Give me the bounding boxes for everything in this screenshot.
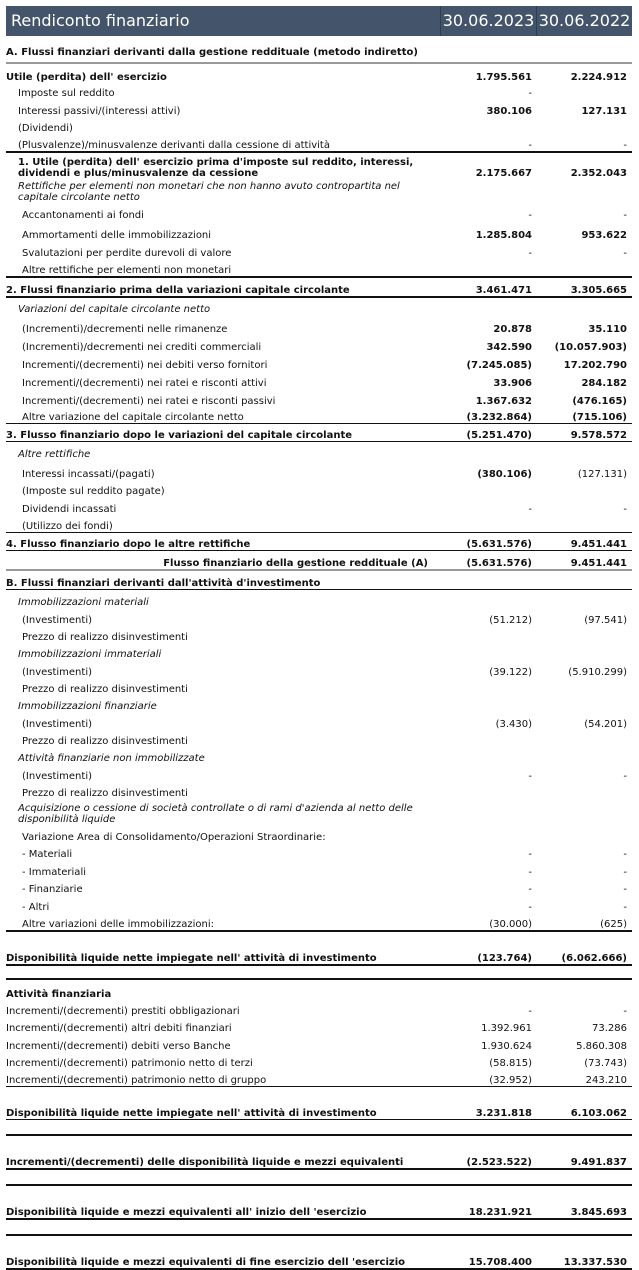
value-2023: - xyxy=(528,210,532,221)
table-row xyxy=(6,335,632,353)
value-2022: 6.103.062 xyxy=(570,1108,627,1119)
value-2023: (7.245.085) xyxy=(466,360,532,371)
value-2023: (5.251.470) xyxy=(466,430,532,441)
value-2022: (476.165) xyxy=(572,396,627,407)
row-label: Immobilizzazioni materiali xyxy=(18,597,149,608)
value-2022: (625) xyxy=(600,919,627,930)
value-2022: - xyxy=(623,849,627,860)
value-2023: 1.285.804 xyxy=(475,230,532,241)
value-2022: - xyxy=(623,504,627,515)
row-label: Incrementi/(decrementi) nei ratei e risconti attivi xyxy=(22,378,267,389)
value-2023: (380.106) xyxy=(477,469,532,480)
row-label: Disponibilità liquide e mezzi equivalenti all' inizio dell 'esercizio xyxy=(6,1207,367,1218)
table-row xyxy=(6,353,632,371)
value-2023: (3.232.864) xyxy=(466,412,532,423)
value-2023: - xyxy=(528,248,532,259)
table-row xyxy=(6,1017,632,1034)
table-row xyxy=(6,117,632,134)
value-2022: - xyxy=(623,210,627,221)
table-row xyxy=(6,695,632,712)
table-row xyxy=(6,62,632,83)
table-row xyxy=(6,179,632,203)
table-row xyxy=(6,203,632,221)
row-label: Acquisizione o cessione di società controllate o di rami d'azienda al netto delle disponibilità liquide xyxy=(18,803,416,825)
value-2022: 9.578.572 xyxy=(570,430,627,441)
table-row xyxy=(6,590,632,608)
value-2022: (715.106) xyxy=(572,412,627,423)
row-label: Altre variazioni delle immobilizzazioni: xyxy=(22,919,214,930)
table-row xyxy=(6,782,632,799)
value-2023: 15.708.400 xyxy=(468,1257,532,1268)
value-2022: (127.131) xyxy=(577,469,627,480)
row-label: Incrementi/(decrementi) altri debiti finanziari xyxy=(6,1023,232,1034)
table-row xyxy=(6,259,632,276)
table-row xyxy=(6,878,632,895)
row-label: 1. Utile (perdita) dell' esercizio prima d'imposte sul reddito, interessi, dividendi e plus/minusvalenze da cessione xyxy=(18,157,417,179)
row-label: Attività finanziaria xyxy=(6,989,112,1000)
row-label: 3. Flusso finanziario dopo le variazioni del capitale circolante xyxy=(6,430,353,441)
table-row xyxy=(6,1134,632,1170)
row-label: Incrementi/(decrementi) delle disponibilità liquide e mezzi equivalenti xyxy=(6,1157,404,1168)
value-2022: 5.860.308 xyxy=(576,1041,627,1052)
value-2023: (5.631.576) xyxy=(466,539,532,550)
value-2022: 127.131 xyxy=(581,106,627,117)
value-2023: - xyxy=(528,140,532,151)
table-row xyxy=(6,221,632,241)
value-2023: (5.631.576) xyxy=(466,558,532,569)
value-2022: (6.062.666) xyxy=(561,953,627,964)
value-2022: - xyxy=(623,1006,627,1017)
row-label: (Investimenti) xyxy=(22,719,92,730)
row-label: Utile (perdita) dell' esercizio xyxy=(6,72,167,83)
row-label: (Incrementi)/decrementi nelle rimanenze xyxy=(22,324,228,335)
row-label: Variazione Area di Consolidamento/Operazioni Straordinarie: xyxy=(22,832,326,843)
table-title: Rendiconto finanziario xyxy=(6,6,441,36)
value-2022: 9.451.441 xyxy=(570,558,627,569)
row-label: Incrementi/(decrementi) debiti verso Banche xyxy=(6,1041,231,1052)
table-row xyxy=(6,515,632,533)
table-row xyxy=(6,895,632,913)
row-label: Incrementi/(decrementi) nei ratei e risconti passivi xyxy=(22,396,276,407)
value-2023: 3.461.471 xyxy=(475,285,532,296)
row-label: (Investimenti) xyxy=(22,771,92,782)
row-label: Incrementi/(decrementi) patrimonio netto di gruppo xyxy=(6,1075,267,1086)
value-2022: 13.337.530 xyxy=(563,1257,627,1268)
table-row xyxy=(6,930,632,966)
value-2023: (51.212) xyxy=(489,615,532,626)
value-2022: (97.541) xyxy=(584,615,627,626)
column-header-2022: 30.06.2022 xyxy=(538,11,631,30)
value-2023: - xyxy=(528,771,532,782)
row-label: Immobilizzazioni immateriali xyxy=(18,649,162,660)
table-row xyxy=(6,608,632,626)
value-2022: - xyxy=(623,248,627,259)
value-2022: 284.182 xyxy=(581,378,627,389)
table-row xyxy=(6,626,632,643)
table-row xyxy=(6,371,632,389)
value-2023: 1.392.961 xyxy=(481,1023,532,1034)
row-label: Prezzo di realizzo disinvestimenti xyxy=(22,788,188,799)
value-2022: - xyxy=(623,867,627,878)
row-label: Variazioni del capitale circolante netto xyxy=(18,304,211,315)
table-row xyxy=(6,151,632,179)
table-row xyxy=(6,678,632,695)
table-row xyxy=(6,407,632,424)
value-2023: 380.106 xyxy=(486,106,532,117)
row-label: (Plusvalenze)/minusvalenze derivanti dalla cessione di attività xyxy=(18,140,330,151)
value-2023: (123.764) xyxy=(477,953,532,964)
row-label: Flusso finanziario della gestione reddituale (A) xyxy=(163,558,428,569)
table-row xyxy=(6,442,632,460)
row-label: Interessi passivi/(interessi attivi) xyxy=(18,106,181,117)
value-2022: 17.202.790 xyxy=(563,360,627,371)
value-2023: 20.878 xyxy=(493,324,532,335)
row-label: Attività finanziarie non immobilizzate xyxy=(18,753,205,764)
table-row xyxy=(6,551,632,569)
value-2022: (54.201) xyxy=(584,719,627,730)
row-label: Altre rettifiche per elementi non monetari xyxy=(22,265,232,276)
row-label: Dividendi incassati xyxy=(22,504,117,515)
value-2023: (39.122) xyxy=(489,667,532,678)
row-label: Rettifiche per elementi non monetari che non hanno avuto contropartita nel capitale circolante netto xyxy=(18,181,404,203)
table-row xyxy=(6,1034,632,1052)
value-2023: - xyxy=(528,867,532,878)
table-row xyxy=(6,38,632,58)
value-2022: 3.845.693 xyxy=(570,1207,627,1218)
value-2023: (58.815) xyxy=(489,1058,532,1069)
value-2022: - xyxy=(623,884,627,895)
table-row xyxy=(6,533,632,551)
row-label: Altre variazione del capitale circolante netto xyxy=(22,412,244,423)
table-row xyxy=(6,99,632,117)
value-2023: - xyxy=(528,902,532,913)
column-header-2023: 30.06.2023 xyxy=(441,6,537,36)
row-label: Immobilizzazioni finanziarie xyxy=(18,701,157,712)
table-row xyxy=(6,497,632,515)
table-row xyxy=(6,913,632,930)
table-row xyxy=(6,83,632,99)
row-label: Disponibilità liquide nette impiegate nell' attività di investimento xyxy=(6,953,377,964)
value-2023: 1.367.632 xyxy=(475,396,532,407)
row-label: 2. Flussi finanziario prima della variazioni capitale circolante xyxy=(6,285,350,296)
value-2023: 1.930.624 xyxy=(481,1041,532,1052)
row-label: Prezzo di realizzo disinvestimenti xyxy=(22,736,188,747)
row-label: (Utilizzo dei fondi) xyxy=(22,521,113,532)
value-2023: - xyxy=(528,504,532,515)
value-2022: 2.352.043 xyxy=(570,168,627,179)
table-row xyxy=(6,1184,632,1220)
row-label: Disponibilità liquide nette impiegate nell' attività di investimento xyxy=(6,1108,377,1119)
value-2023: 18.231.921 xyxy=(468,1207,532,1218)
table-row xyxy=(6,860,632,878)
row-label: Ammortamenti delle immobilizzazioni xyxy=(22,230,212,241)
row-label: - Materiali xyxy=(22,849,73,860)
table-row xyxy=(6,241,632,259)
row-label: (Investimenti) xyxy=(22,667,92,678)
table-body xyxy=(6,38,632,1270)
table-row xyxy=(6,569,632,590)
row-label: Incrementi/(decrementi) patrimonio netto di terzi xyxy=(6,1058,253,1069)
table-row xyxy=(6,460,632,480)
row-label: Prezzo di realizzo disinvestimenti xyxy=(22,632,188,643)
table-row xyxy=(6,764,632,782)
value-2023: - xyxy=(528,1006,532,1017)
table-row xyxy=(6,1052,632,1069)
row-label: Svalutazioni per perdite durevoli di valore xyxy=(22,248,232,259)
table-row xyxy=(6,825,632,843)
row-label: B. Flussi finanziari derivanti dall'attività d'investimento xyxy=(6,578,321,589)
value-2023: - xyxy=(528,88,532,99)
row-label: Prezzo di realizzo disinvestimenti xyxy=(22,684,188,695)
value-2023: 2.175.667 xyxy=(475,168,532,179)
table-row xyxy=(6,843,632,860)
value-2023: 342.590 xyxy=(486,342,532,353)
value-2023: (30.000) xyxy=(489,919,532,930)
value-2022: - xyxy=(623,771,627,782)
row-label: (Imposte sul reddito pagate) xyxy=(22,486,165,497)
row-label: A. Flussi finanziari derivanti dalla gestione reddituale (metodo indiretto) xyxy=(6,47,418,58)
row-label: (Incrementi)/decrementi nei crediti commerciali xyxy=(22,342,262,353)
table-row xyxy=(6,730,632,747)
row-label: (Investimenti) xyxy=(22,615,92,626)
value-2022: (73.743) xyxy=(584,1058,627,1069)
value-2022: - xyxy=(623,902,627,913)
value-2022: 73.286 xyxy=(592,1023,627,1034)
table-row xyxy=(6,643,632,660)
value-2023: - xyxy=(528,884,532,895)
row-label: - Immateriali xyxy=(22,867,86,878)
value-2022: 9.451.441 xyxy=(570,539,627,550)
value-2022: (5.910.299) xyxy=(568,667,627,678)
value-2023: - xyxy=(528,849,532,860)
value-2022: 3.305.665 xyxy=(570,285,627,296)
row-label: Disponibilità liquide e mezzi equivalenti di fine esercizio dell 'esercizio xyxy=(6,1257,406,1268)
table-header xyxy=(6,6,632,36)
value-2022: 35.110 xyxy=(588,324,627,335)
row-label: Incrementi/(decrementi) prestiti obbligazionari xyxy=(6,1006,240,1017)
value-2022: 2.224.912 xyxy=(570,72,627,83)
row-label: Imposte sul reddito xyxy=(18,88,115,99)
table-row xyxy=(6,276,632,298)
table-row xyxy=(6,978,632,1000)
value-2022: 9.491.837 xyxy=(570,1157,627,1168)
value-2022: 243.210 xyxy=(585,1075,627,1086)
row-label: Incrementi/(decrementi) nei debiti verso fornitori xyxy=(22,360,268,371)
table-row xyxy=(6,660,632,678)
value-2022: (10.057.903) xyxy=(554,342,627,353)
table-row xyxy=(6,480,632,497)
value-2023: (3.430) xyxy=(495,719,532,730)
table-row xyxy=(6,315,632,335)
row-label: Interessi incassati/(pagati) xyxy=(22,469,155,480)
value-2023: (2.523.522) xyxy=(466,1157,532,1168)
table-row xyxy=(6,424,632,442)
table-row xyxy=(6,298,632,315)
row-label: (Dividendi) xyxy=(18,123,73,134)
table-row xyxy=(6,799,632,825)
table-row xyxy=(6,1069,632,1087)
row-label: Altre rettifiche xyxy=(18,449,91,460)
value-2023: 1.795.561 xyxy=(475,72,532,83)
value-2022: - xyxy=(623,140,627,151)
value-2022: 953.622 xyxy=(581,230,627,241)
table-row xyxy=(6,1087,632,1120)
row-label: - Altri xyxy=(22,902,50,913)
table-row xyxy=(6,1000,632,1017)
table-row xyxy=(6,134,632,151)
table-row xyxy=(6,1234,632,1270)
row-label: 4. Flusso finanziario dopo le altre rettifiche xyxy=(6,539,251,550)
row-label: - Finanziarie xyxy=(22,884,83,895)
value-2023: 3.231.818 xyxy=(475,1108,532,1119)
value-2023: 33.906 xyxy=(493,378,532,389)
table-row xyxy=(6,712,632,730)
table-row xyxy=(6,747,632,764)
cash-flow-statement xyxy=(6,6,632,1270)
table-row xyxy=(6,389,632,407)
row-label: Accantonamenti ai fondi xyxy=(22,210,144,221)
value-2023: (32.952) xyxy=(489,1075,532,1086)
